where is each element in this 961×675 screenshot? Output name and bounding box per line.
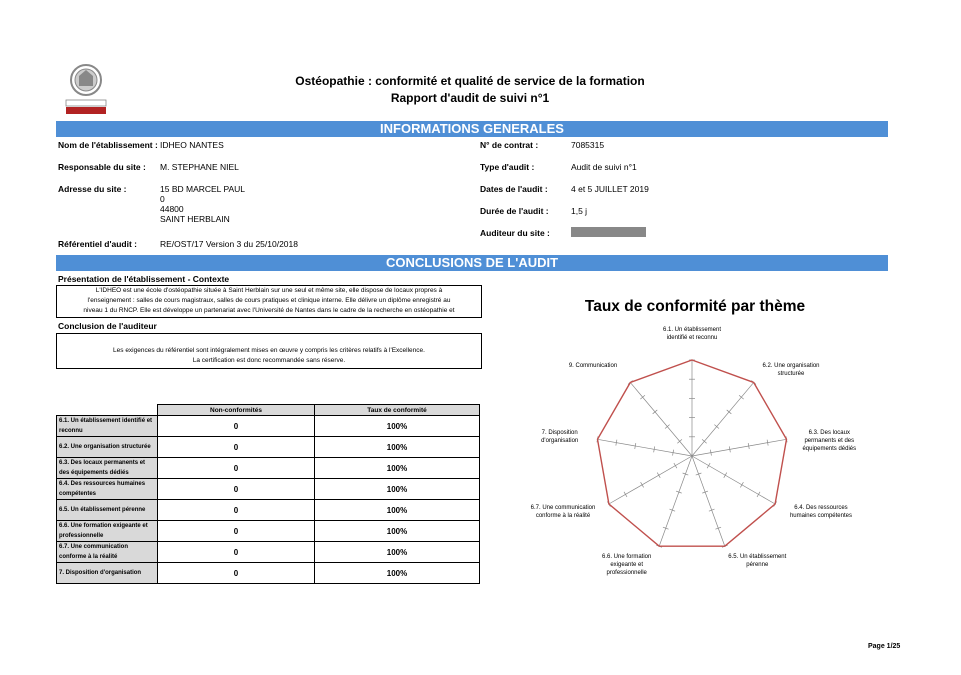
table-row	[57, 521, 480, 542]
radar-tick	[757, 492, 760, 497]
row-non-conformites: 0	[158, 500, 315, 521]
section-conclusions: CONCLUSIONS DE L'AUDIT	[56, 255, 888, 271]
contrat-label: N° de contrat :	[480, 140, 539, 150]
table-header-row	[57, 405, 480, 416]
radar-axis	[692, 456, 725, 546]
nom-value: IDHEO NANTES	[160, 140, 224, 150]
radar-label: 6.7. Une communication conforme à la réalité	[530, 505, 596, 519]
adresse-line2: 0	[160, 194, 165, 204]
row-non-conformites: 0	[158, 416, 315, 437]
duree-label: Durée de l'audit :	[480, 206, 549, 216]
type-value: Audit de suivi n°1	[571, 162, 637, 172]
radar-tick	[674, 463, 677, 468]
radar-label: 6.4. Des ressources humaines compétentes	[789, 505, 852, 519]
row-theme: 6.4. Des ressources humaines compétentes	[57, 479, 158, 500]
row-theme: 6.3. Des locaux permanents et des équipements dédiés	[57, 458, 158, 479]
radar-tick	[657, 473, 660, 478]
auditeur-label: Auditeur du site :	[480, 228, 550, 238]
presentation-box	[56, 285, 482, 318]
radar-axis	[692, 456, 775, 504]
radar-label: 6.1. Un établissement identifié et reconnu	[662, 327, 722, 341]
referentiel-label: Référentiel d'audit :	[58, 239, 138, 249]
row-taux: 100%	[315, 521, 480, 542]
row-non-conformites: 0	[158, 437, 315, 458]
presentation-line3: niveau 1 du RNCP. Elle est développe un partenariat avec l'Université de Nantes dans le cadre de la recherche en ostéopathie et	[83, 307, 455, 314]
row-taux: 100%	[315, 479, 480, 500]
table-row	[57, 542, 480, 563]
radar-tick	[724, 473, 727, 478]
report-title: Ostéopathie : conformité et qualité de service de la formation	[295, 74, 645, 88]
conformity-table	[56, 404, 480, 584]
radar-tick	[739, 395, 744, 399]
referentiel-value: RE/OST/17 Version 3 du 25/10/2018	[160, 239, 298, 249]
presentation-line1: L'IDHEO est une école d'ostéopathie située à Saint Herblain sur une seul et même site, elle dispose de locaux propres à	[95, 287, 443, 294]
radar-tick	[653, 410, 658, 414]
contrat-value: 7085315	[571, 140, 605, 150]
row-theme: 6.7. Une communication conforme à la réalité	[57, 542, 158, 563]
adresse-line3: 44800	[160, 204, 184, 214]
presentation-line2: l'enseignement : salles de cours magistraux, salles de cours pratiques et clinique interne. Elle délivre un diplôme enregistré au	[87, 297, 451, 304]
conclusion-line1: Les exigences du référentiel sont intégralement mises en œuvre y compris les critères relatifs à l'Excellence.	[113, 347, 425, 354]
col-non-conformites: Non-conformités	[158, 405, 315, 416]
conclusion-heading: Conclusion de l'auditeur	[58, 321, 157, 331]
radar-axis	[659, 456, 692, 546]
table-row	[57, 479, 480, 500]
table-row	[57, 563, 480, 584]
table-corner	[57, 405, 158, 416]
radar-tick	[707, 463, 710, 468]
table-row	[57, 458, 480, 479]
radar-tick	[665, 425, 670, 429]
table-row	[57, 500, 480, 521]
radar-tick	[740, 482, 743, 487]
row-theme: 6.6. Une formation exigeante et professionnelle	[57, 521, 158, 542]
duree-value: 1,5 j	[571, 206, 588, 216]
table-row	[57, 416, 480, 437]
col-taux-conformite: Taux de conformité	[315, 405, 480, 416]
radar-label: 6.6. Une formation exigeante et professionnelle	[602, 554, 652, 577]
row-non-conformites: 0	[158, 479, 315, 500]
table-row	[57, 437, 480, 458]
radar-label: 6.2. Une organisation structurée	[762, 363, 820, 378]
chart-title: Taux de conformité par thème	[584, 298, 806, 315]
radar-tick	[640, 395, 645, 399]
adresse-line4: SAINT HERBLAIN	[160, 214, 230, 224]
row-taux: 100%	[315, 500, 480, 521]
type-label: Type d'audit :	[480, 162, 535, 172]
page-number: Page 1/25	[868, 643, 901, 650]
radar-tick	[702, 439, 707, 443]
conclusion-box	[56, 333, 482, 369]
dates-value: 4 et 5 JUILLET 2019	[571, 184, 649, 194]
radar-label: 6.5. Un établissement pérenne	[728, 554, 787, 569]
row-taux: 100%	[315, 458, 480, 479]
responsable-label: Responsable du site :	[58, 162, 146, 172]
row-theme: 6.1. Un établissement identifié et reconnu	[57, 416, 158, 437]
row-taux: 100%	[315, 437, 480, 458]
row-theme: 6.5. Un établissement pérenne	[57, 500, 158, 521]
radar-tick	[641, 482, 644, 487]
dates-label: Dates de l'audit :	[480, 184, 548, 194]
row-theme: 6.2. Une organisation structurée	[57, 437, 158, 458]
radar-label: 9. Communication	[568, 363, 618, 370]
report-subtitle: Rapport d'audit de suivi n°1	[390, 91, 550, 105]
section-general-info: INFORMATIONS GENERALES	[56, 121, 888, 137]
radar-tick	[727, 410, 732, 414]
row-taux: 100%	[315, 416, 480, 437]
radar-axis	[692, 382, 754, 456]
radar-axis	[630, 382, 692, 456]
conclusion-line2: La certification est donc recommandée sans réserve.	[192, 357, 346, 364]
responsable-value: M. STEPHANE NIEL	[160, 162, 239, 172]
adresse-label: Adresse du site :	[58, 184, 127, 194]
row-taux: 100%	[315, 542, 480, 563]
radar-axis	[609, 456, 692, 504]
adresse-line1: 15 BD MARCEL PAUL	[160, 184, 246, 194]
row-non-conformites: 0	[158, 458, 315, 479]
auditeur-redacted	[571, 227, 646, 237]
radar-axis	[597, 439, 692, 456]
radar-tick	[624, 492, 627, 497]
nom-label: Nom de l'établissement :	[58, 140, 158, 150]
radar-tick	[714, 425, 719, 429]
radar-label: 7. Disposition d'organisation	[541, 429, 579, 444]
radar-label: 6.3. Des locaux permanents et des équipements dédiés	[802, 429, 857, 452]
radar-tick	[677, 439, 682, 443]
presentation-heading: Présentation de l'établissement - Contexte	[58, 274, 230, 284]
row-non-conformites: 0	[158, 542, 315, 563]
row-taux: 100%	[315, 563, 480, 584]
row-theme: 7. Disposition d'organisation	[57, 563, 158, 584]
bureau-veritas-logo	[62, 62, 110, 116]
row-non-conformites: 0	[158, 563, 315, 584]
radar-axis	[692, 439, 787, 456]
row-non-conformites: 0	[158, 521, 315, 542]
